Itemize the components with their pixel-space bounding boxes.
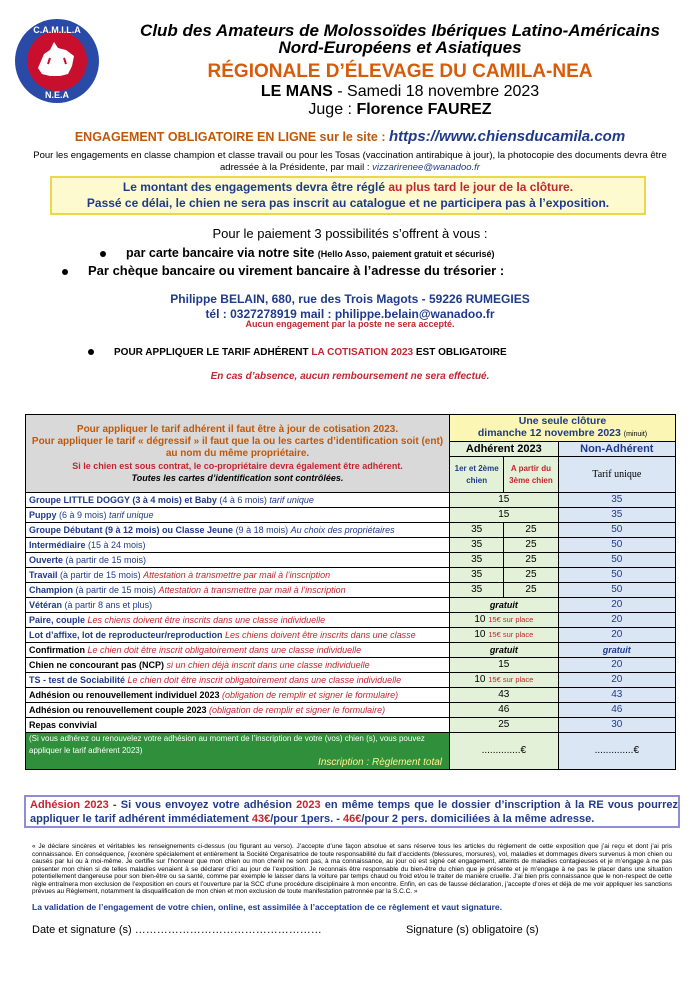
closing-date: dimanche 12 novembre 2023 xyxy=(477,427,624,439)
non-member-fee-value: 46 xyxy=(611,704,623,715)
judge-line xyxy=(105,101,695,119)
fee-row-label xyxy=(26,643,450,658)
non-member-fee xyxy=(558,613,675,628)
non-member-fee-value: 50 xyxy=(611,554,623,565)
non-member-fee-value: 50 xyxy=(611,539,623,550)
fee-class-condition: Attestation à transmettre par mail à l’inscription xyxy=(143,570,331,580)
non-member-fee xyxy=(558,718,675,733)
non-member-fee xyxy=(558,598,675,613)
club-name-line2: Nord-Européens et Asiatiques xyxy=(278,38,522,57)
member-fee-value: 15 xyxy=(498,509,510,520)
fee-class-name: Ouverte xyxy=(29,555,66,565)
non-member-fee xyxy=(558,703,675,718)
fee-row xyxy=(26,628,676,643)
member-fee xyxy=(450,538,504,553)
non-member-fee-value: 35 xyxy=(611,509,623,520)
member-fee-third-dog-value: 25 xyxy=(525,584,537,595)
fee-class-age: (9 à 18 mois) xyxy=(235,525,291,535)
fee-row-label xyxy=(26,508,450,523)
fee-row-label xyxy=(26,688,450,703)
member-fee xyxy=(450,598,559,613)
logo-svg xyxy=(14,18,100,104)
non-member-fee xyxy=(558,673,675,688)
on-site-fee: 15€ sur place xyxy=(488,615,534,624)
fee-row-label xyxy=(26,598,450,613)
fee-class-name: Vétéran xyxy=(29,600,65,610)
membership-g: /pour 1pers. - xyxy=(270,813,343,825)
fee-class-name: Chien ne concourant pas (NCP) xyxy=(29,660,167,670)
fee-row xyxy=(26,718,676,733)
registration-total-note: (Si vous adhérez ou renouvelez votre adhésion au moment de l’inscription de votre (vos) chien (s), vous pouvez appliquer le tarif adhérent 2023) xyxy=(29,734,425,755)
non-member-fee xyxy=(558,628,675,643)
non-member-fee-value: 20 xyxy=(611,599,623,610)
fee-class-condition: si un chien déjà inscrit dans une classe individuelle xyxy=(166,660,370,670)
non-member-total-field[interactable]: ..............€ xyxy=(558,733,675,770)
member-fee xyxy=(450,493,559,508)
fee-class-age: (4 à 6 mois) xyxy=(219,495,270,505)
fee-class-name: Lot d’affixe, lot de reproducteur/reproduction xyxy=(29,630,226,640)
event-place: LE MANS xyxy=(260,83,333,100)
registration-total-label: Règlement total xyxy=(371,757,443,768)
judge-label: Juge : xyxy=(308,101,357,118)
non-member-fee xyxy=(558,538,675,553)
member-fee-value: 25 xyxy=(498,719,510,730)
logo-text-bottom: N.E.A xyxy=(44,90,70,100)
legal-declaration: « Je déclare sincères et véritables les renseignements ci-dessus (ou figurant au verso). J’accepte d’une façon absolue et sans réserve tous les articles du règlement de cette exposition que j’ai reçu et dont j’ai pris connaissance. En conséquence, j’exonère spécialement et entièrement la Société Organisatrice de toute responsabilité du fait d’accidents (blessures, morsures), vol, maladies et dommages divers survenus à mon chien ou causés par lui ou à moi-même. Je certifie sur l’honneur que mon chien ou mon chenil ne sont pas, à ma connaissance, au jour où est signé cet engagement, atteints de maladies contagieuses et je m’engage à ne pas présenter mon chien si de telles maladies venaient à se déclarer d’ici au jour de l’exposition. Je reconnais être responsable du bien-être du chien que je présente et je m’engage à ne pas le placer dans une situation potentiellement dangereuse pour son bien-être ou sa santé, comme par exemple le laisser dans la voiture par temps chaud ou froid et/ou le traiter de manière cruelle. J’ai bien pris connaissance que le non-respect de cette règle entraînera mon exclusion de l’exposition en cours et l’ouverture par la SCC d’une procédure disciplinaire à mon encontre. Enfin, en cas de fausse déclaration, j’accepte d’ores et déjà de me voir appliquer les sanctions prévues au Règlement, notamment la disqualification de mon chien et mon exclusion de toute manifestation patronnée par la S.C.C. » xyxy=(32,843,672,895)
membership-year2: 2023 xyxy=(296,799,321,811)
payment-intro: Pour le paiement 3 possibilités s’offrent à vous : xyxy=(212,226,488,241)
membership-year: 2023 xyxy=(84,799,109,811)
treasurer-address-line1: Philippe BELAIN, 680, rue des Trois Magots - 59226 RUMEGIES xyxy=(170,292,530,306)
warning-line1b: au plus tard le jour de la clôture. xyxy=(388,180,574,194)
registration-total-label-cell xyxy=(26,733,450,770)
non-member-fee xyxy=(558,508,675,523)
fee-class-condition: (obligation de remplir et signer le formulaire) xyxy=(209,705,386,715)
event-place-date xyxy=(105,83,695,101)
payment-option-card-note: (Hello Asso, paiement gratuit et sécurisé) xyxy=(317,249,495,259)
member-fee xyxy=(450,673,559,688)
fee-class-name: Puppy xyxy=(29,510,60,520)
third-dog-header: A partir du 3ème chien xyxy=(504,457,558,493)
payment-option-card xyxy=(100,246,680,260)
member-fee-value: 46 xyxy=(498,704,510,715)
fee-row xyxy=(26,688,676,703)
member-fee-third-dog xyxy=(504,553,558,568)
single-rate-header: Tarif unique xyxy=(558,457,675,493)
president-mail-link[interactable]: vizzarirenee@wanadoo.fr xyxy=(372,161,480,173)
membership-e: en même temps que le dossier d’inscription à la RE vous pourrez appliquer le tarif adhérent immédiatement xyxy=(30,799,678,825)
member-fee-third-dog-value: 25 xyxy=(525,569,537,580)
payment-deadline-warning xyxy=(50,176,646,215)
warning-line2: Passé ce délai, le chien ne sera pas inscrit au catalogue et ne participera pas à l’exposition. xyxy=(86,196,610,210)
membership-notice xyxy=(24,795,680,828)
non-member-fee xyxy=(558,688,675,703)
member-fee-third-dog xyxy=(504,538,558,553)
payment-option-cheque xyxy=(62,263,682,278)
fee-row-label xyxy=(26,523,450,538)
first-second-dog-header: 1er et 2ème chien xyxy=(450,457,504,493)
member-fee xyxy=(450,658,559,673)
fee-class-age: (à partir de 15 mois) xyxy=(60,570,144,580)
membership-c: - Si vous envoyez votre adhésion xyxy=(108,799,297,811)
non-member-fee-value: 43 xyxy=(611,689,623,700)
bullet-icon xyxy=(62,269,68,275)
membership-price-single: 43€ xyxy=(251,813,271,825)
member-fee-third-dog-value: 25 xyxy=(525,554,537,565)
fee-row-label xyxy=(26,583,450,598)
member-fee xyxy=(450,703,559,718)
fee-row-label xyxy=(26,628,450,643)
member-fee-value: 10 xyxy=(474,674,486,685)
fee-class-note: Au choix des propriétaires xyxy=(290,525,395,535)
fee-row xyxy=(26,613,676,628)
non-member-fee xyxy=(558,493,675,508)
member-fee-third-dog-value: 25 xyxy=(525,539,537,550)
non-member-fee-value: 20 xyxy=(611,614,623,625)
fee-row xyxy=(26,598,676,613)
bullet-icon xyxy=(100,251,106,257)
date-signature-field[interactable]: Date et signature (s) …………………………………………… xyxy=(32,924,322,936)
fee-class-name: Groupe LITTLE DOGGY (3 à 4 mois) et Baby xyxy=(29,495,220,505)
validation-notice: La validation de l’engagement de votre chien, online, est assimilée à l’acceptation de ce règlement et vaut signature. xyxy=(32,902,503,912)
non-member-fee xyxy=(558,553,675,568)
mandatory-signature-field[interactable]: Signature (s) obligatoire (s) xyxy=(406,924,539,936)
judge-name: Florence FAUREZ xyxy=(356,101,492,118)
fee-class-name: TS - test de Sociabilité xyxy=(29,675,128,685)
fee-class-condition: Le chien doit être inscrit obligatoirement dans une classe individuelle xyxy=(87,645,362,655)
member-fee-value: 35 xyxy=(471,539,483,550)
closing-date-cell xyxy=(450,415,676,442)
fee-class-name: Groupe Débutant (9 à 12 mois) ou Classe Jeune xyxy=(29,525,236,535)
no-post-notice: Aucun engagement par la poste ne sera accepté. xyxy=(245,319,455,329)
payment-option-cheque-label: Par chèque bancaire ou virement bancaire à l’adresse du trésorier : xyxy=(88,263,505,278)
fee-row xyxy=(26,568,676,583)
member-fee-value: gratuit xyxy=(489,644,518,655)
membership-price-couple: 46€ xyxy=(343,813,362,825)
member-fee-third-dog-value: 25 xyxy=(525,524,537,535)
member-fee-value: 43 xyxy=(498,689,510,700)
fee-class-name: Intermédiaire xyxy=(29,540,89,550)
fee-row xyxy=(26,658,676,673)
member-fee-third-dog xyxy=(504,568,558,583)
non-member-fee-value: 20 xyxy=(611,659,623,670)
non-member-fee xyxy=(558,643,675,658)
engagement-url-link[interactable]: https://www.chiensducamila.com xyxy=(389,128,626,145)
fee-class-name: Repas convivial xyxy=(29,720,98,730)
member-rate-a: POUR APPLIQUER LE TARIF ADHÉRENT xyxy=(114,347,312,358)
member-fee xyxy=(450,688,559,703)
member-fee xyxy=(450,643,559,658)
fee-class-age: (6 à 9 mois) xyxy=(59,510,110,520)
fee-class-condition: Le chien doit être inscrit obligatoirement dans une classe individuelle xyxy=(127,675,402,685)
member-fee-value: 15 xyxy=(498,494,510,505)
non-member-fee xyxy=(558,523,675,538)
fee-row-label xyxy=(26,703,450,718)
fee-class-note: tarif unique xyxy=(109,510,154,520)
non-member-fee-value: 50 xyxy=(611,584,623,595)
member-fee-value: 35 xyxy=(471,569,483,580)
fees-table xyxy=(25,414,676,770)
fee-row-label xyxy=(26,673,450,688)
fee-row xyxy=(26,493,676,508)
fee-class-name: Adhésion ou renouvellement couple 2023 xyxy=(29,705,210,715)
member-fee-value: 10 xyxy=(474,629,486,640)
engagement-line xyxy=(0,128,700,145)
fee-class-name: Champion xyxy=(29,585,76,595)
non-member-fee xyxy=(558,658,675,673)
engagement-note-text: Pour les engagements en classe champion et classe travail ou pour les Tosas (vaccination antirabique à jour), la photocopie des documents devra être adressée à la Présidente, par mail : xyxy=(33,150,667,173)
membership-i: /pour 2 pers. domiciliées à la même adresse. xyxy=(361,813,595,825)
fee-row-label xyxy=(26,538,450,553)
engagement-note xyxy=(30,150,670,173)
fee-class-name: Paire, couple xyxy=(29,615,88,625)
non-member-fee xyxy=(558,583,675,598)
member-fee xyxy=(450,583,504,598)
on-site-fee: 15€ sur place xyxy=(488,675,534,684)
bullet-icon xyxy=(88,349,94,355)
fee-row xyxy=(26,553,676,568)
fee-class-name: Adhésion ou renouvellement individuel 2023 xyxy=(29,690,223,700)
non-member-fee-value: 35 xyxy=(611,494,623,505)
rule-line4: Toutes les cartes d’identification sont contrôlées. xyxy=(131,472,344,483)
fee-class-name: Confirmation xyxy=(29,645,88,655)
member-fee-value: 10 xyxy=(474,614,486,625)
fee-row xyxy=(26,523,676,538)
club-name-line1: Club des Amateurs de Molossoïdes Ibériques Latino-Américains xyxy=(140,21,660,40)
member-fee-value: 35 xyxy=(471,584,483,595)
fee-class-note: tarif unique xyxy=(269,495,314,505)
fee-class-name: Travail xyxy=(29,570,61,580)
member-rate-notice xyxy=(88,347,688,358)
page-title: RÉGIONALE D’ÉLEVAGE DU CAMILA-NEA xyxy=(207,61,593,82)
fee-class-condition: Les chiens doivent être inscrits dans une classe xyxy=(225,630,416,640)
fee-row-label xyxy=(26,553,450,568)
rule-line1: Pour appliquer le tarif adhérent il faut être à jour de cotisation 2023. xyxy=(76,423,399,435)
member-fee-value: 35 xyxy=(471,524,483,535)
non-member-fee-value: 50 xyxy=(611,569,623,580)
club-name xyxy=(105,22,695,56)
engagement-label: ENGAGEMENT OBLIGATOIRE EN LIGNE sur le site : xyxy=(74,130,389,144)
warning-line1a: Le montant des engagements devra être réglé xyxy=(122,180,389,194)
fee-class-age: (15 à 24 mois) xyxy=(88,540,146,550)
member-fee-value: 15 xyxy=(498,659,510,670)
rule-line2: Pour appliquer le tarif « dégressif » il faut que la ou les cartes d’identification soit (ent) au nom du même propriétaire. xyxy=(31,435,444,459)
fee-row-label xyxy=(26,568,450,583)
on-site-fee: 15€ sur place xyxy=(488,630,534,639)
fee-row-label xyxy=(26,718,450,733)
member-fee xyxy=(450,613,559,628)
fees-table-header-rules xyxy=(26,415,450,493)
fee-class-age: (à partir de 15 mois) xyxy=(65,555,147,565)
fee-class-age: (à partir de 15 mois) xyxy=(75,585,159,595)
no-refund-notice: En cas d’absence, aucun remboursement ne sera effectué. xyxy=(210,371,490,382)
fee-class-condition: (obligation de remplir et signer le formulaire) xyxy=(222,690,399,700)
member-fee-third-dog xyxy=(504,523,558,538)
member-fee xyxy=(450,628,559,643)
closing-time: (minuit) xyxy=(623,431,648,438)
member-rate-c: EST OBLIGATOIRE xyxy=(413,347,507,358)
member-fee xyxy=(450,508,559,523)
fee-row xyxy=(26,673,676,688)
logo-text-top: C.A.M.I.L.A xyxy=(33,25,81,35)
fee-row-label xyxy=(26,493,450,508)
non-member-column-header: Non-Adhérent xyxy=(558,442,675,457)
member-fee-value: gratuit xyxy=(489,599,518,610)
fee-class-age: (à partir 8 ans et plus) xyxy=(64,600,153,610)
payment-option-card-label: par carte bancaire via notre site xyxy=(126,246,318,260)
closing-title: Une seule clôture xyxy=(518,415,607,427)
member-fee xyxy=(450,553,504,568)
member-fee-value: 35 xyxy=(471,554,483,565)
membership-a: Adhésion xyxy=(30,799,81,811)
fee-row xyxy=(26,643,676,658)
fee-class-condition: Attestation à transmettre par mail à l’inscription xyxy=(158,585,346,595)
non-member-fee-value: 20 xyxy=(611,629,623,640)
member-fee xyxy=(450,718,559,733)
fee-row xyxy=(26,703,676,718)
non-member-fee-value: 30 xyxy=(611,719,623,730)
treasurer-address xyxy=(0,292,700,322)
fee-class-condition: Les chiens doivent être inscrits dans une classe individuelle xyxy=(87,615,326,625)
member-fee-third-dog xyxy=(504,583,558,598)
fee-row xyxy=(26,538,676,553)
treasurer-contact-line: tél : 0327278919 mail : philippe.belain@wanadoo.fr xyxy=(205,307,495,321)
non-member-fee-value: gratuit xyxy=(602,644,631,655)
event-date: - Samedi 18 novembre 2023 xyxy=(332,83,540,100)
member-fee xyxy=(450,523,504,538)
rule-line3: Si le chien est sous contrat, le co-propriétaire devra également être adhérent. xyxy=(72,460,403,471)
registration-label: Inscription : xyxy=(318,757,372,768)
member-total-field[interactable]: ..............€ xyxy=(450,733,559,770)
fee-row-label xyxy=(26,658,450,673)
club-logo xyxy=(14,18,100,104)
non-member-fee xyxy=(558,568,675,583)
fee-rows xyxy=(26,493,676,733)
fee-row xyxy=(26,583,676,598)
fee-row xyxy=(26,508,676,523)
fee-row-label xyxy=(26,613,450,628)
non-member-fee-value: 20 xyxy=(611,674,623,685)
member-fee xyxy=(450,568,504,583)
member-column-header: Adhérent 2023 xyxy=(450,442,559,457)
non-member-fee-value: 50 xyxy=(611,524,623,535)
member-rate-b: LA COTISATION 2023 xyxy=(311,347,414,358)
